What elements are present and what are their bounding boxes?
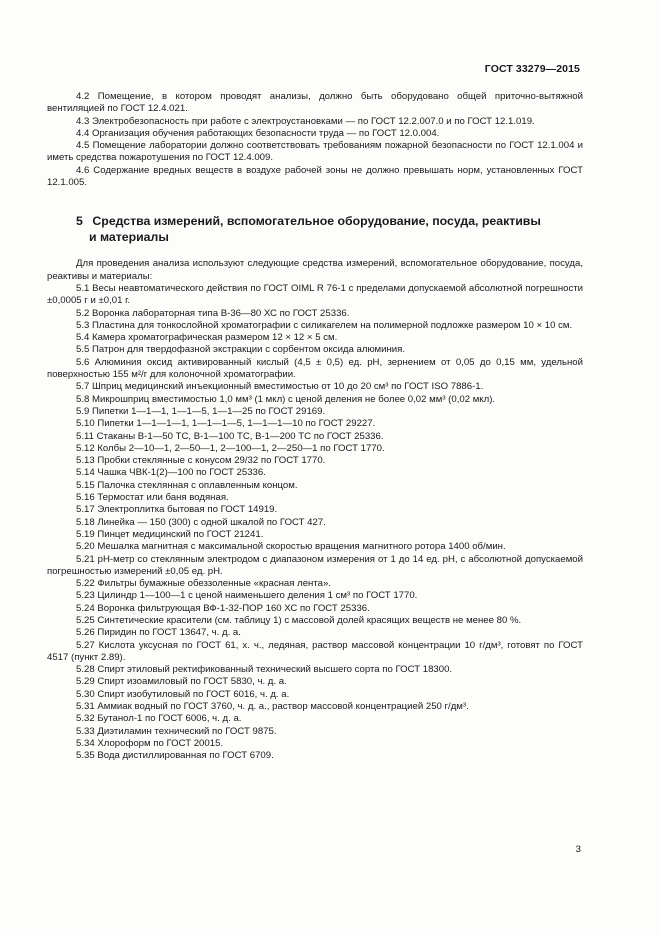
list-item: 5.31 Аммиак водный по ГОСТ 3760, ч. д. а., раствор массовой концентрацией 250 г/дм³.	[76, 701, 469, 713]
list-item: 5.30 Спирт изобутиловый по ГОСТ 6016, ч. д. а.	[76, 688, 290, 700]
section-number: 5	[76, 214, 83, 229]
section-4-paragraphs	[47, 91, 583, 189]
list-item: 5.29 Спирт изоамиловый по ГОСТ 5830, ч. д. а.	[76, 676, 287, 688]
list-item: 5.23 Цилиндр 1—100—1 с ценой наименьшего деления 1 см³ по ГОСТ 1770.	[76, 590, 418, 602]
document-header: ГОСТ 33279—2015	[484, 63, 580, 75]
list-item: 5.14 Чашка ЧВК-1(2)—100 по ГОСТ 25336.	[76, 467, 266, 479]
list-item: 5.1 Весы неавтоматического действия по ГОСТ OIML R 76-1 с пределами допускаемой абсолютной погрешности ±0,0005 г и ±0,01 г.	[47, 282, 583, 307]
list-item: 5.34 Хлороформ по ГОСТ 20015.	[76, 737, 224, 749]
list-item: 5.2 Воронка лабораторная типа В-36—80 ХС по ГОСТ 25336.	[76, 307, 350, 319]
paragraph-4-6: 4.6 Содержание вредных веществ в воздухе рабочей зоны не должно превышать норм, установленных ГОСТ 12.1.005.	[47, 164, 583, 189]
list-item: 5.27 Кислота уксусная по ГОСТ 61, х. ч., ледяная, раствор массовой концентрации 10 г/дм³, готовят по ГОСТ 4517 (пункт 2.89).	[47, 639, 583, 663]
list-item: 5.25 Синтетические красители (см. таблицу 1) с массовой долей красящих веществ не менее 80 %.	[76, 614, 522, 626]
list-item: 5.7 Шприц медицинский инъекционный вместимостью от 10 до 20 см³ по ГОСТ ISO 7886-1.	[76, 381, 484, 393]
list-item: 5.21 рН-метр со стеклянным электродом с диапазоном измерения от 1 до 14 ед. рН, с абсолютной допускаемой погрешностью измерений ±0,05 ед. рН.	[47, 553, 583, 577]
section-title-line2: и материалы	[89, 230, 169, 245]
list-item: 5.3 Пластина для тонкослойной хроматографии с силикагелем на полимерной подложке размером 10 × 10 см.	[76, 319, 573, 331]
list-item: 5.10 Пипетки 1—1—1—1, 1—1—1—5, 1—1—1—10 по ГОСТ 29227.	[76, 418, 376, 430]
section-5-intro: Для проведения анализа используют следующие средства измерений, вспомогательное оборудование, посуда, реактивы и материалы:	[47, 258, 583, 282]
list-item: 5.35 Вода дистиллированная по ГОСТ 6709.	[76, 750, 274, 762]
list-item: 5.32 Бутанол-1 по ГОСТ 6006, ч. д. а.	[76, 713, 242, 725]
list-item: 5.28 Спирт этиловый ректификованный технический высшего сорта по ГОСТ 18300.	[76, 664, 453, 676]
section-5-heading	[47, 213, 583, 245]
list-item: 5.26 Пиридин по ГОСТ 13647, ч. д. а.	[76, 627, 241, 639]
list-item: 5.8 Микрошприц вместимостью 1,0 мм³ (1 мкл) с ценой деления не более 0,02 мм³ (0,02 мкл).	[76, 393, 496, 405]
list-item: 5.24 Воронка фильтрующая ВФ-1-32-ПОР 160 ХС по ГОСТ 25336.	[76, 602, 370, 614]
list-item: 5.17 Электроплитка бытовая по ГОСТ 14919.	[76, 504, 278, 516]
list-item: 5.9 Пипетки 1—1—1, 1—1—5, 1—1—25 по ГОСТ 29169.	[76, 405, 326, 417]
page-body	[47, 91, 583, 763]
list-item: 5.19 Пинцет медицинский по ГОСТ 21241.	[76, 528, 264, 540]
list-item: 5.20 Мешалка магнитная с максимальной скоростью вращения магнитного ротора 1400 об/мин.	[76, 541, 506, 553]
list-item: 5.22 Фильтры бумажные обеззоленные «красная лента».	[76, 578, 331, 590]
list-item: 5.5 Патрон для твердофазной экстракции с сорбентом оксида алюминия.	[76, 344, 406, 356]
section-title-line1: Средства измерений, вспомогательное оборудование, посуда, реактивы	[92, 214, 541, 229]
list-item: 5.4 Камера хроматографическая размером 12 × 12 × 5 см.	[76, 332, 338, 344]
list-item: 5.11 Стаканы В-1—50 ТС, В-1—100 ТС, В-1—200 ТС по ГОСТ 25336.	[76, 430, 384, 442]
paragraph-4-5: 4.5 Помещение лаборатории должно соответствовать требованиям пожарной безопасности по ГОСТ 12.1.004 и иметь средства пожаротушения по ГОСТ 12.4.009.	[47, 140, 583, 164]
list-item: 5.16 Термостат или баня водяная.	[76, 492, 229, 504]
list-item: 5.18 Линейка — 150 (300) с одной шкалой по ГОСТ 427.	[76, 516, 326, 528]
page-number: 3	[575, 844, 581, 855]
list-item: 5.12 Колбы 2—10—1, 2—50—1, 2—100—1, 2—250—1 по ГОСТ 1770.	[76, 442, 385, 454]
list-item: 5.6 Алюминия оксид активированный кислый (4,5 ± 0,5) ед. рН, зернением от 0,05 до 0,15 мм, удельной поверхностью 155 м²/г для колоночной хроматографии.	[47, 356, 583, 381]
list-item: 5.13 Пробки стеклянные с конусом 29/32 по ГОСТ 1770.	[76, 455, 326, 467]
list-item: 5.15 Палочка стеклянная с оплавленным концом.	[76, 479, 298, 491]
list-item: 5.33 Диэтиламин технический по ГОСТ 9875.	[76, 725, 277, 737]
paragraph-4-2: 4.2 Помещение, в котором проводят анализы, должно быть оборудовано общей приточно-вытяжной вентиляцией по ГОСТ 12.4.021.	[47, 91, 583, 115]
paragraph-4-4: 4.4 Организация обучения работающих безопасности труда — по ГОСТ 12.0.004.	[76, 127, 440, 139]
paragraph-4-3: 4.3 Электробезопасность при работе с электроустановками — по ГОСТ 12.2.007.0 и по ГОСТ 12.1.019.	[76, 115, 535, 127]
equipment-list	[47, 283, 583, 763]
